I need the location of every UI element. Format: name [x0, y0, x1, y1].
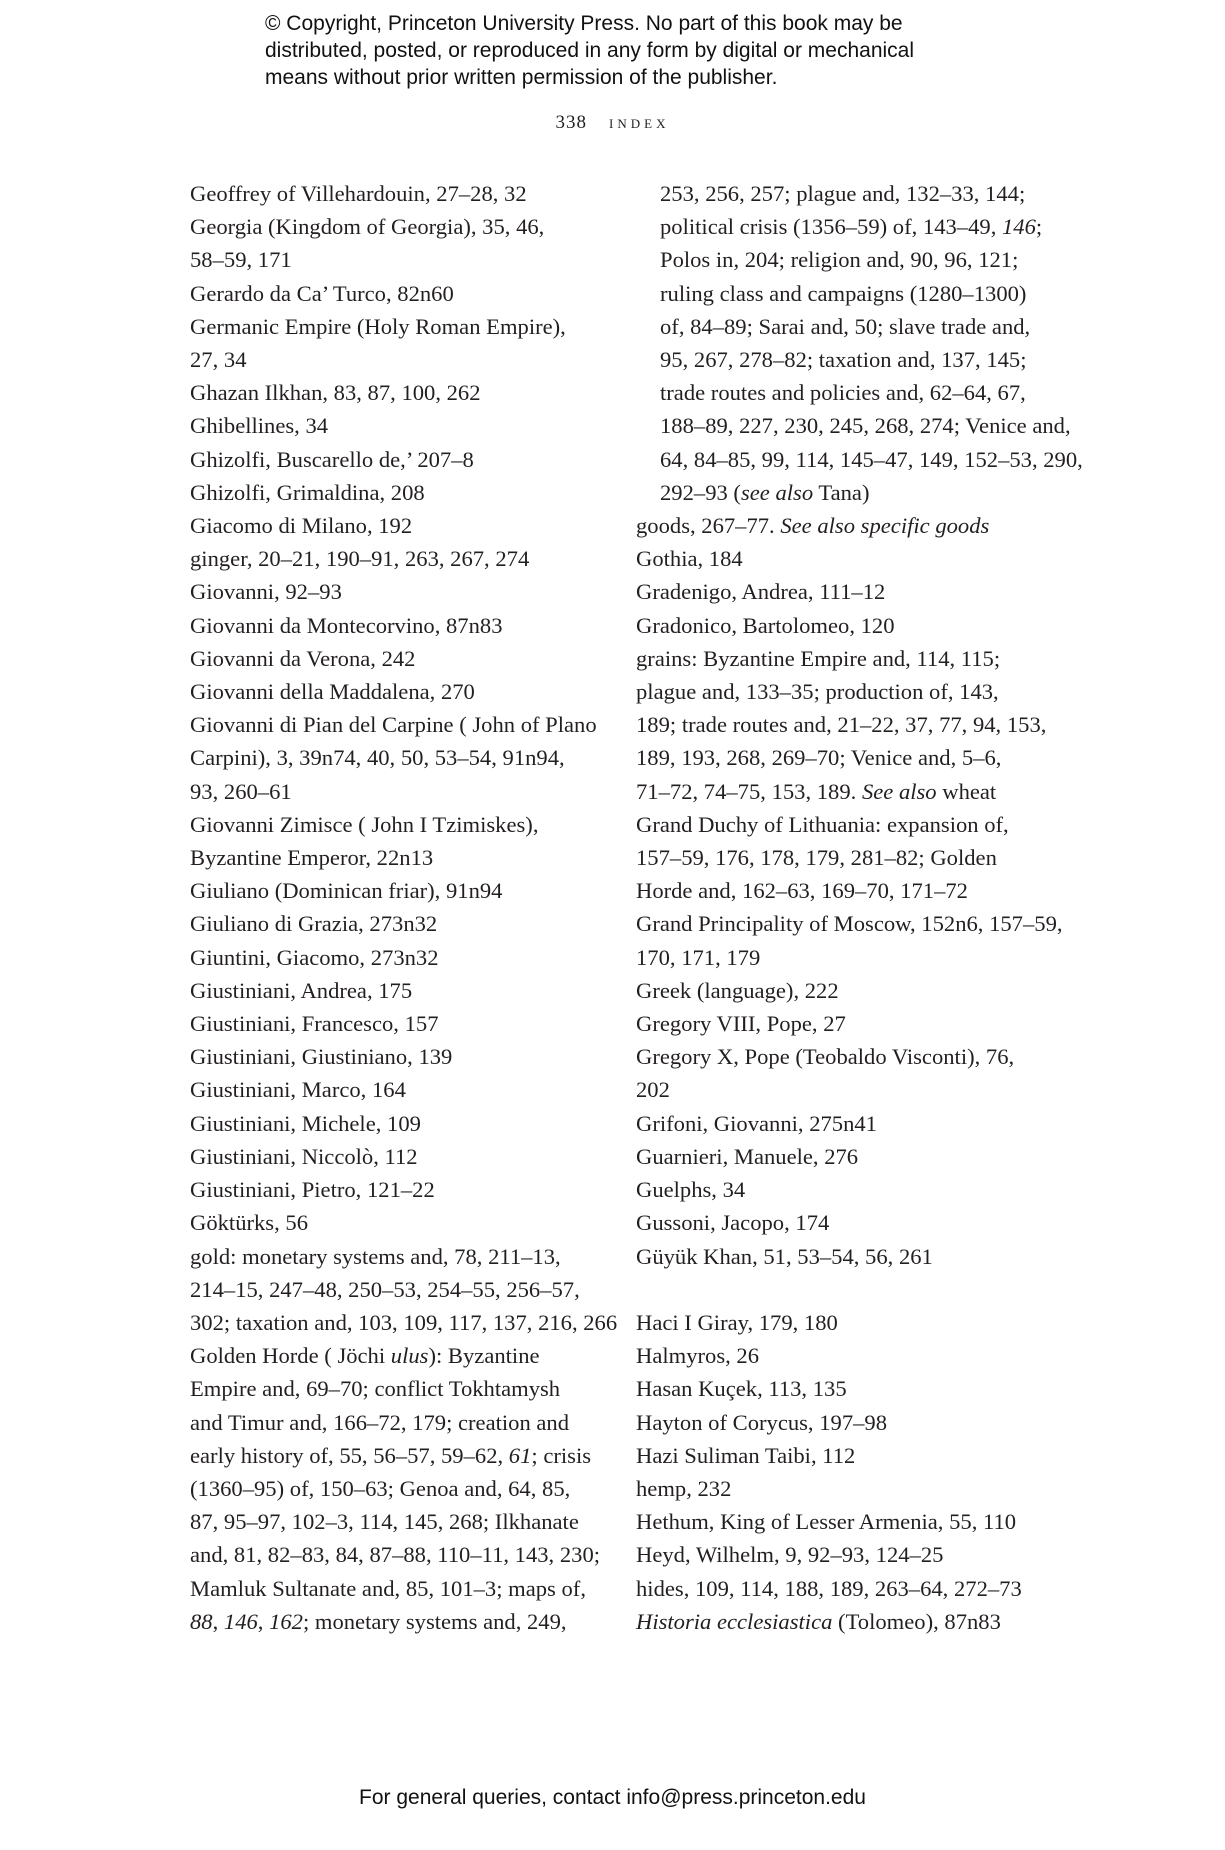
index-entry [190, 1206, 620, 1239]
entry-line: Hazi Suliman Taibi, 112 [636, 1442, 856, 1468]
index-entry [636, 1505, 1076, 1538]
index-entry [636, 542, 1076, 575]
entry-line: 93, 260–61 [190, 778, 292, 804]
index-entry [190, 1107, 620, 1140]
entry-line: Hasan Kuçek, 113, 135 [636, 1376, 847, 1402]
copyright-line: means without prior written permission of the publisher. [265, 66, 778, 89]
index-column-left [190, 177, 620, 1638]
left-entries [190, 177, 620, 1339]
entry-line: Giuliano di Grazia, 273n32 [190, 911, 438, 937]
index-entry [190, 542, 620, 575]
index-entry [190, 575, 620, 608]
index-entry [190, 310, 620, 376]
entry-line: Georgia (Kingdom of Georgia), 35, 46, [190, 214, 545, 240]
entry-line: Ghizolfi, Buscarello de,’ 207–8 [190, 446, 474, 472]
entry-line: 189, 193, 268, 269–70; Venice and, 5–6, [636, 745, 1002, 771]
right-entries-h [636, 1306, 1076, 1605]
index-entry [190, 808, 620, 874]
index-entry [190, 941, 620, 974]
entry-line: ginger, 20–21, 190–91, 263, 267, 274 [190, 546, 530, 572]
entry-line: Hayton of Corycus, 197–98 [636, 1409, 888, 1435]
entry-line: Giovanni Zimisce ( John I Tzimiskes), [190, 811, 539, 837]
index-entry [636, 1040, 1076, 1106]
index-entry [190, 509, 620, 542]
entry-line: Germanic Empire (Holy Roman Empire), [190, 313, 566, 339]
index-entry [190, 675, 620, 708]
entry-line: hemp, 232 [636, 1475, 732, 1501]
index-entry [636, 609, 1076, 642]
index-entry [636, 1538, 1076, 1571]
right-entries-mid [636, 542, 1076, 642]
entry-line: hides, 109, 114, 188, 189, 263–64, 272–73 [636, 1575, 1022, 1601]
entry-line: Gradonico, Bartolomeo, 120 [636, 612, 895, 638]
entry-line: Horde and, 162–63, 169–70, 171–72 [636, 878, 968, 904]
entry-line: Golden Horde ( Jöchi ulus): Byzantine [190, 1343, 540, 1369]
index-entry [190, 476, 620, 509]
index-entry [190, 409, 620, 442]
entry-line: 189; trade routes and, 21–22, 37, 77, 94, 153, [636, 712, 1047, 738]
index-entry [636, 1439, 1076, 1472]
index-entry [636, 808, 1076, 908]
entry-line: 71–72, 74–75, 153, 189. See also wheat [636, 778, 997, 804]
index-entry [636, 1406, 1076, 1439]
index-entry-grains [636, 642, 1076, 808]
entry-line: Carpini), 3, 39n74, 40, 50, 53–54, 91n94, [190, 745, 565, 771]
entry-line: Byzantine Emperor, 22n13 [190, 845, 434, 871]
running-head-title: index [609, 112, 670, 133]
entry-line: Guarnieri, Manuele, 276 [636, 1143, 859, 1169]
index-entry [636, 1306, 1076, 1339]
index-entry [636, 1372, 1076, 1405]
copyright-notice [265, 10, 1025, 91]
entry-line: Halmyros, 26 [636, 1343, 759, 1369]
entry-line: Gothia, 184 [636, 546, 743, 572]
entry-line: Giustiniani, Pietro, 121–22 [190, 1177, 435, 1203]
entry-line: Giuliano (Dominican friar), 91n94 [190, 878, 503, 904]
entry-line: Grand Duchy of Lithuania: expansion of, [636, 811, 1009, 837]
index-entry [190, 974, 620, 1007]
entry-line: Polos in, 204; religion and, 90, 96, 121; [660, 247, 1019, 273]
entry-line: Giustiniani, Andrea, 175 [190, 977, 413, 1003]
index-entry [636, 1173, 1076, 1206]
entry-line: Giustiniani, Giustiniano, 139 [190, 1044, 453, 1070]
entry-line: gold: monetary systems and, 78, 211–13, [190, 1243, 561, 1269]
index-entry [190, 642, 620, 675]
entry-line: Gregory X, Pope (Teobaldo Visconti), 76, [636, 1044, 1015, 1070]
entry-line: Gerardo da Ca’ Turco, 82n60 [190, 280, 454, 306]
entry-line: and, 81, 82–83, 84, 87–88, 110–11, 143, 230; [190, 1542, 601, 1568]
entry-line: plague and, 133–35; production of, 143, [636, 679, 999, 705]
entry-line: (1360–95) of, 150–63; Genoa and, 64, 85, [190, 1475, 571, 1501]
index-entry [636, 1206, 1076, 1239]
entry-line: 58–59, 171 [190, 247, 292, 273]
entry-line: 170, 171, 179 [636, 944, 761, 970]
index-entry [636, 1007, 1076, 1040]
letter-section-gap [636, 1273, 1076, 1306]
index-entry [190, 708, 620, 808]
index-entry [636, 974, 1076, 1007]
index-entry [190, 1173, 620, 1206]
entry-line: Giustiniani, Niccolò, 112 [190, 1143, 418, 1169]
entry-line: early history of, 55, 56–57, 59–62, 61; crisis [190, 1442, 592, 1468]
entry-line: grains: Byzantine Empire and, 114, 115; [636, 645, 1001, 671]
entry-line: Ghizolfi, Grimaldina, 208 [190, 479, 425, 505]
index-entry [636, 1107, 1076, 1140]
entry-line: and Timur and, 166–72, 179; creation and [190, 1409, 570, 1435]
index-entry [636, 1572, 1076, 1605]
entry-line: 64, 84–85, 99, 114, 145–47, 149, 152–53, 290, [660, 446, 1083, 472]
copyright-line: © Copyright, Princeton University Press. No part of this book may be [265, 12, 903, 35]
entry-line: Hethum, King of Lesser Armenia, 55, 110 [636, 1509, 1017, 1535]
entry-line: Gregory VIII, Pope, 27 [636, 1011, 846, 1037]
entry-line: Giustiniani, Michele, 109 [190, 1110, 421, 1136]
entry-line: 214–15, 247–48, 250–53, 254–55, 256–57, [190, 1276, 580, 1302]
entry-line: Giustiniani, Francesco, 157 [190, 1011, 439, 1037]
entry-line: Geoffrey of Villehardouin, 27–28, 32 [190, 181, 527, 206]
index-entry [190, 210, 620, 276]
entry-line: of, 84–89; Sarai and, 50; slave trade and, [660, 313, 1031, 339]
entry-line: Giovanni della Maddalena, 270 [190, 679, 475, 705]
page-number: 338 [555, 112, 588, 133]
entry-line: 87, 95–97, 102–3, 114, 145, 268; Ilkhanate [190, 1509, 579, 1535]
entry-line: 188–89, 227, 230, 245, 268, 274; Venice and, [660, 413, 1071, 439]
index-entry [636, 1140, 1076, 1173]
index-entry [636, 907, 1076, 973]
entry-line: 88, 146, 162; monetary systems and, 249, [190, 1608, 567, 1634]
entry-line: Haci I Giray, 179, 180 [636, 1309, 838, 1335]
entry-line: Giacomo di Milano, 192 [190, 513, 413, 539]
index-entry [190, 874, 620, 907]
entry-line: 157–59, 176, 178, 179, 281–82; Golden [636, 845, 997, 871]
entry-line: Ghazan Ilkhan, 83, 87, 100, 262 [190, 380, 481, 406]
entry-line: ruling class and campaigns (1280–1300) [660, 280, 1027, 306]
index-entry-golden-horde-continued [636, 177, 1083, 509]
entry-line: Güyük Khan, 51, 53–54, 56, 261 [636, 1243, 933, 1269]
entry-line: Giovanni di Pian del Carpine ( John of Plano [190, 712, 597, 738]
entry-line: trade routes and policies and, 62–64, 67, [660, 380, 1026, 406]
index-entry [190, 1040, 620, 1073]
entry-line: Heyd, Wilhelm, 9, 92–93, 124–25 [636, 1542, 944, 1568]
entry-line: Giustiniani, Marco, 164 [190, 1077, 406, 1103]
index-entry [190, 609, 620, 642]
index-entry-golden-horde [190, 1339, 620, 1638]
entry-line: 292–93 (see also Tana) [660, 479, 870, 505]
entry-line: 27, 34 [190, 347, 247, 373]
entry-line: Giovanni, 92–93 [190, 579, 342, 605]
entry-line: Historia ecclesiastica (Tolomeo), 87n83 [636, 1608, 1001, 1634]
index-entry [190, 907, 620, 940]
index-entry-historia [636, 1605, 1076, 1638]
index-entry [190, 1140, 620, 1173]
entry-line: political crisis (1356–59) of, 143–49, 146; [660, 214, 1043, 240]
index-entry [636, 575, 1076, 608]
entry-line: Giovanni da Montecorvino, 87n83 [190, 612, 503, 638]
index-entry [636, 1472, 1076, 1505]
running-head [0, 112, 1225, 134]
index-entry [190, 1007, 620, 1040]
entry-line: Giovanni da Verona, 242 [190, 645, 416, 671]
entry-line: Gradenigo, Andrea, 111–12 [636, 579, 886, 605]
entry-line: Grand Principality of Moscow, 152n6, 157–59, [636, 911, 1063, 937]
index-entry [190, 443, 620, 476]
entry-line: Giuntini, Giacomo, 273n32 [190, 944, 439, 970]
index-column-right [636, 177, 1083, 1638]
footer-contact: For general queries, contact info@press.princeton.edu [359, 1786, 866, 1809]
entry-line: Guelphs, 34 [636, 1177, 746, 1203]
index-entry [190, 376, 620, 409]
entry-line: Greek (language), 222 [636, 977, 839, 1003]
entry-line: Gussoni, Jacopo, 174 [636, 1210, 830, 1236]
right-entries-g [636, 808, 1076, 1273]
index-entry-goods [636, 509, 1076, 542]
index-entry [190, 1240, 620, 1340]
entry-line: 253, 256, 257; plague and, 132–33, 144; [660, 181, 1026, 206]
entry-line: Empire and, 69–70; conflict Tokhtamysh [190, 1376, 561, 1402]
entry-line: 302; taxation and, 103, 109, 117, 137, 216, 266 [190, 1309, 618, 1335]
index-entry [190, 1073, 620, 1106]
index-entry [636, 1339, 1076, 1372]
entry-line: Göktürks, 56 [190, 1210, 308, 1236]
entry-line: Ghibellines, 34 [190, 413, 329, 439]
entry-line: 95, 267, 278–82; taxation and, 137, 145; [660, 347, 1027, 373]
entry-line: 202 [636, 1077, 670, 1103]
index-entry [190, 277, 620, 310]
index-entry [636, 1240, 1076, 1273]
copyright-line: distributed, posted, or reproduced in any form by digital or mechanical [265, 39, 915, 62]
entry-line: goods, 267–77. See also specific goods [636, 513, 990, 539]
index-entry [190, 177, 620, 210]
entry-line: Mamluk Sultanate and, 85, 101–3; maps of, [190, 1575, 586, 1601]
entry-line: Grifoni, Giovanni, 275n41 [636, 1110, 877, 1136]
